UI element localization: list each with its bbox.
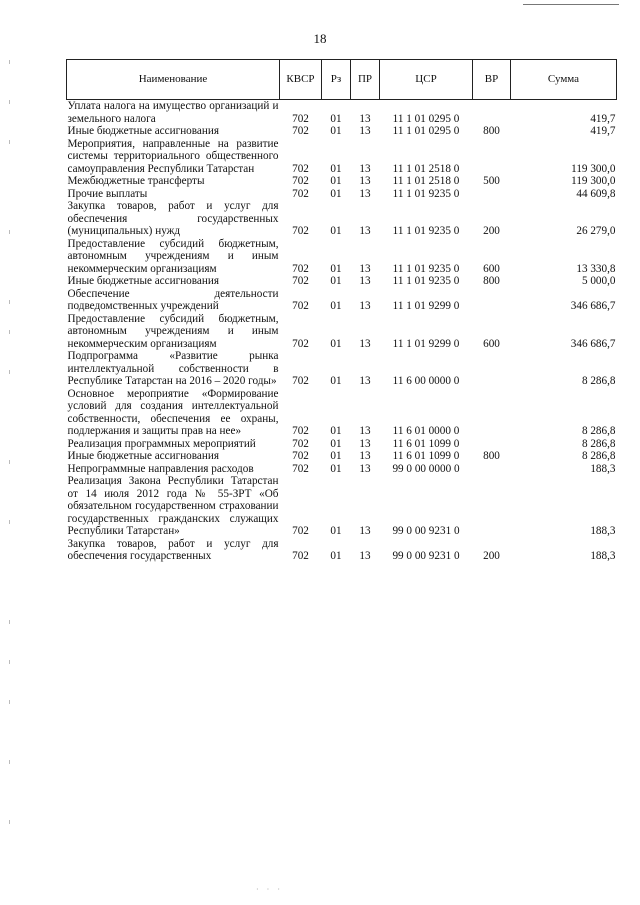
table-row bbox=[67, 388, 617, 438]
table-header-row bbox=[67, 60, 617, 100]
cell-vr: 500 bbox=[483, 175, 500, 187]
cell-rz: 01 bbox=[330, 462, 342, 475]
cell-vr: 200 bbox=[483, 225, 500, 237]
cell-name: Предоставление субсидий бюджетным, автономным учреждениям и иным некоммерческим организациям bbox=[67, 312, 279, 350]
column-header-name: Наименование bbox=[67, 60, 280, 100]
cell-pr: 13 bbox=[359, 337, 371, 350]
cell-kvsr: 702 bbox=[292, 462, 309, 475]
cell-pr: 13 bbox=[359, 425, 371, 437]
cell-pr: 13 bbox=[359, 462, 371, 475]
cell-rz: 01 bbox=[330, 112, 342, 125]
cell-vr bbox=[473, 388, 511, 438]
cell-csr: 11 6 00 0000 0 bbox=[392, 375, 460, 387]
cell-vr bbox=[473, 100, 511, 126]
cell-sum: 188,3 bbox=[590, 550, 616, 562]
cell-rz: 01 bbox=[330, 275, 342, 287]
cell-vr: 800 bbox=[483, 450, 500, 462]
cell-pr: 13 bbox=[359, 375, 371, 387]
table-row bbox=[67, 463, 617, 476]
cell-sum: 119 300,0 bbox=[571, 175, 616, 187]
cell-name: Закупка товаров, работ и услуг для обеспечения государственных (муниципальных) нужд bbox=[67, 200, 279, 237]
cell-kvsr: 702 bbox=[292, 375, 309, 387]
cell-pr: 13 bbox=[359, 262, 371, 275]
cell-name: Реализация программных мероприятий bbox=[67, 437, 256, 450]
cell-sum: 419,7 bbox=[590, 112, 616, 125]
cell-kvsr: 702 bbox=[292, 162, 309, 175]
cell-csr: 99 0 00 9231 0 bbox=[392, 525, 460, 537]
cell-rz: 01 bbox=[330, 375, 342, 387]
cell-sum: 188,3 bbox=[590, 462, 616, 475]
cell-name: Иные бюджетные ассигнования bbox=[67, 450, 219, 462]
cell-vr bbox=[473, 438, 511, 451]
cell-sum: 188,3 bbox=[590, 525, 616, 537]
cell-pr: 13 bbox=[359, 300, 371, 312]
cell-kvsr: 702 bbox=[292, 525, 309, 537]
cell-kvsr: 702 bbox=[292, 112, 309, 125]
column-header-vr: ВР bbox=[473, 60, 511, 100]
table-row bbox=[67, 175, 617, 188]
cell-vr bbox=[473, 288, 511, 313]
cell-name: Уплата налога на имущество организаций и земельного налога bbox=[67, 100, 279, 125]
cell-pr: 13 bbox=[359, 525, 371, 537]
cell-rz: 01 bbox=[330, 437, 342, 450]
cell-rz: 01 bbox=[330, 550, 342, 562]
cell-rz: 01 bbox=[330, 525, 342, 537]
top-rule bbox=[523, 4, 619, 5]
table-row bbox=[67, 100, 617, 126]
cell-vr bbox=[473, 138, 511, 176]
cell-vr bbox=[473, 463, 511, 476]
cell-rz: 01 bbox=[330, 300, 342, 312]
table-row bbox=[67, 538, 617, 563]
cell-pr: 13 bbox=[359, 162, 371, 175]
cell-pr: 13 bbox=[359, 275, 371, 287]
cell-pr: 13 bbox=[359, 175, 371, 187]
cell-name: Предоставление субсидий бюджетным, автономным учреждениям и иным некоммерческим организациям bbox=[67, 237, 279, 275]
cell-kvsr: 702 bbox=[292, 337, 309, 350]
cell-pr: 13 bbox=[359, 112, 371, 125]
cell-sum: 8 286,8 bbox=[581, 425, 616, 437]
cell-name: Иные бюджетные ассигнования bbox=[67, 125, 219, 137]
cell-name: Реализация Закона Республики Татарстан от 14 июля 2012 года № 55-ЗРТ «Об обязательном государственном страховании государственных гражданских служащих Республики Татарстан» bbox=[67, 475, 279, 537]
table-row bbox=[67, 438, 617, 451]
cell-csr: 11 1 01 9235 0 bbox=[392, 225, 460, 237]
cell-csr: 11 1 01 9235 0 bbox=[392, 262, 460, 275]
cell-sum: 13 330,8 bbox=[576, 262, 616, 275]
column-header-pr: ПР bbox=[351, 60, 380, 100]
table-row bbox=[67, 450, 617, 463]
cell-sum: 44 609,8 bbox=[576, 187, 616, 200]
cell-sum: 5 000,0 bbox=[581, 275, 616, 287]
cell-rz: 01 bbox=[330, 425, 342, 437]
cell-name: Иные бюджетные ассигнования bbox=[67, 275, 219, 287]
table-row bbox=[67, 475, 617, 538]
cell-rz: 01 bbox=[330, 337, 342, 350]
cell-kvsr: 702 bbox=[292, 175, 309, 187]
cell-pr: 13 bbox=[359, 187, 371, 200]
cell-sum: 8 286,8 bbox=[581, 375, 616, 387]
cell-kvsr: 702 bbox=[292, 225, 309, 237]
cell-csr: 11 1 01 0295 0 bbox=[392, 112, 460, 125]
column-header-kvsr: КВСР bbox=[280, 60, 322, 100]
cell-sum: 119 300,0 bbox=[571, 162, 616, 175]
cell-name: Основное мероприятие «Формирование условий для создания интеллектуальной собственности, обеспечения ее охраны, подлержания и защиты прав на нее» bbox=[67, 387, 279, 437]
column-header-csr: ЦСР bbox=[380, 60, 473, 100]
column-header-rz: Рз bbox=[322, 60, 351, 100]
cell-rz: 01 bbox=[330, 225, 342, 237]
cell-csr: 11 1 01 0295 0 bbox=[392, 125, 460, 137]
cell-rz: 01 bbox=[330, 262, 342, 275]
table-row bbox=[67, 313, 617, 351]
table-row bbox=[67, 200, 617, 238]
cell-name: Обеспечение деятельности подведомственных учреждений bbox=[67, 287, 279, 312]
cell-name: Закупка товаров, работ и услуг для обеспечения государственных bbox=[67, 537, 279, 562]
cell-csr: 11 1 01 9299 0 bbox=[392, 337, 460, 350]
cell-csr: 99 0 00 9231 0 bbox=[392, 550, 460, 562]
cell-name: Подпрограмма «Развитие рынка интеллектуальной собственности в Республике Татарстан на 2016 – 2020 годы» bbox=[67, 350, 279, 387]
table-row bbox=[67, 138, 617, 176]
cell-kvsr: 702 bbox=[292, 425, 309, 437]
cell-kvsr: 702 bbox=[292, 450, 309, 462]
page-number: 18 bbox=[313, 31, 327, 46]
table-row bbox=[67, 350, 617, 388]
cell-rz: 01 bbox=[330, 187, 342, 200]
cell-rz: 01 bbox=[330, 450, 342, 462]
cell-vr: 800 bbox=[483, 125, 500, 137]
table-row bbox=[67, 188, 617, 201]
cell-vr bbox=[473, 475, 511, 538]
cell-rz: 01 bbox=[330, 175, 342, 187]
cell-csr: 11 1 01 2518 0 bbox=[392, 175, 460, 187]
cell-kvsr: 702 bbox=[292, 300, 309, 312]
cell-rz: 01 bbox=[330, 125, 342, 137]
cell-csr: 11 1 01 9299 0 bbox=[392, 300, 460, 312]
cell-sum: 419,7 bbox=[590, 125, 616, 137]
cell-pr: 13 bbox=[359, 125, 371, 137]
cell-pr: 13 bbox=[359, 225, 371, 237]
table-row bbox=[67, 238, 617, 276]
cell-vr: 800 bbox=[483, 275, 500, 287]
cell-name: Непрограммные направления расходов bbox=[67, 462, 254, 475]
cell-pr: 13 bbox=[359, 450, 371, 462]
cell-name: Межбюджетные трансферты bbox=[67, 175, 205, 187]
cell-rz: 01 bbox=[330, 162, 342, 175]
cell-kvsr: 702 bbox=[292, 437, 309, 450]
table-body bbox=[67, 100, 617, 563]
cell-sum: 346 686,7 bbox=[570, 300, 616, 312]
cell-vr bbox=[473, 350, 511, 388]
cell-kvsr: 702 bbox=[292, 262, 309, 275]
cell-kvsr: 702 bbox=[292, 187, 309, 200]
cell-pr: 13 bbox=[359, 550, 371, 562]
cell-vr: 600 bbox=[483, 262, 500, 275]
cell-kvsr: 702 bbox=[292, 550, 309, 562]
cell-csr: 11 1 01 9235 0 bbox=[392, 275, 460, 287]
scan-artifact: · · · bbox=[256, 885, 283, 894]
cell-sum: 8 286,8 bbox=[581, 450, 616, 462]
cell-csr: 11 6 01 0000 0 bbox=[392, 425, 460, 437]
table-row bbox=[67, 125, 617, 138]
column-header-sum: Сумма bbox=[511, 60, 617, 100]
cell-vr bbox=[473, 188, 511, 201]
cell-sum: 26 279,0 bbox=[576, 225, 616, 237]
budget-table bbox=[66, 59, 617, 563]
cell-csr: 11 1 01 2518 0 bbox=[392, 162, 460, 175]
cell-pr: 13 bbox=[359, 437, 371, 450]
cell-name: Мероприятия, направленные на развитие системы территориального общественного самоуправления Республики Татарстан bbox=[67, 137, 279, 175]
table-row bbox=[67, 275, 617, 288]
cell-csr: 11 6 01 1099 0 bbox=[392, 437, 460, 450]
cell-csr: 11 6 01 1099 0 bbox=[392, 450, 460, 462]
cell-kvsr: 702 bbox=[292, 275, 309, 287]
table-row bbox=[67, 288, 617, 313]
cell-csr: 11 1 01 9235 0 bbox=[392, 187, 460, 200]
cell-csr: 99 0 00 0000 0 bbox=[392, 462, 460, 475]
cell-vr: 600 bbox=[483, 337, 500, 350]
cell-sum: 346 686,7 bbox=[570, 337, 616, 350]
cell-kvsr: 702 bbox=[292, 125, 309, 137]
cell-sum: 8 286,8 bbox=[581, 437, 616, 450]
cell-name: Прочие выплаты bbox=[67, 187, 148, 200]
cell-vr: 200 bbox=[483, 550, 500, 562]
